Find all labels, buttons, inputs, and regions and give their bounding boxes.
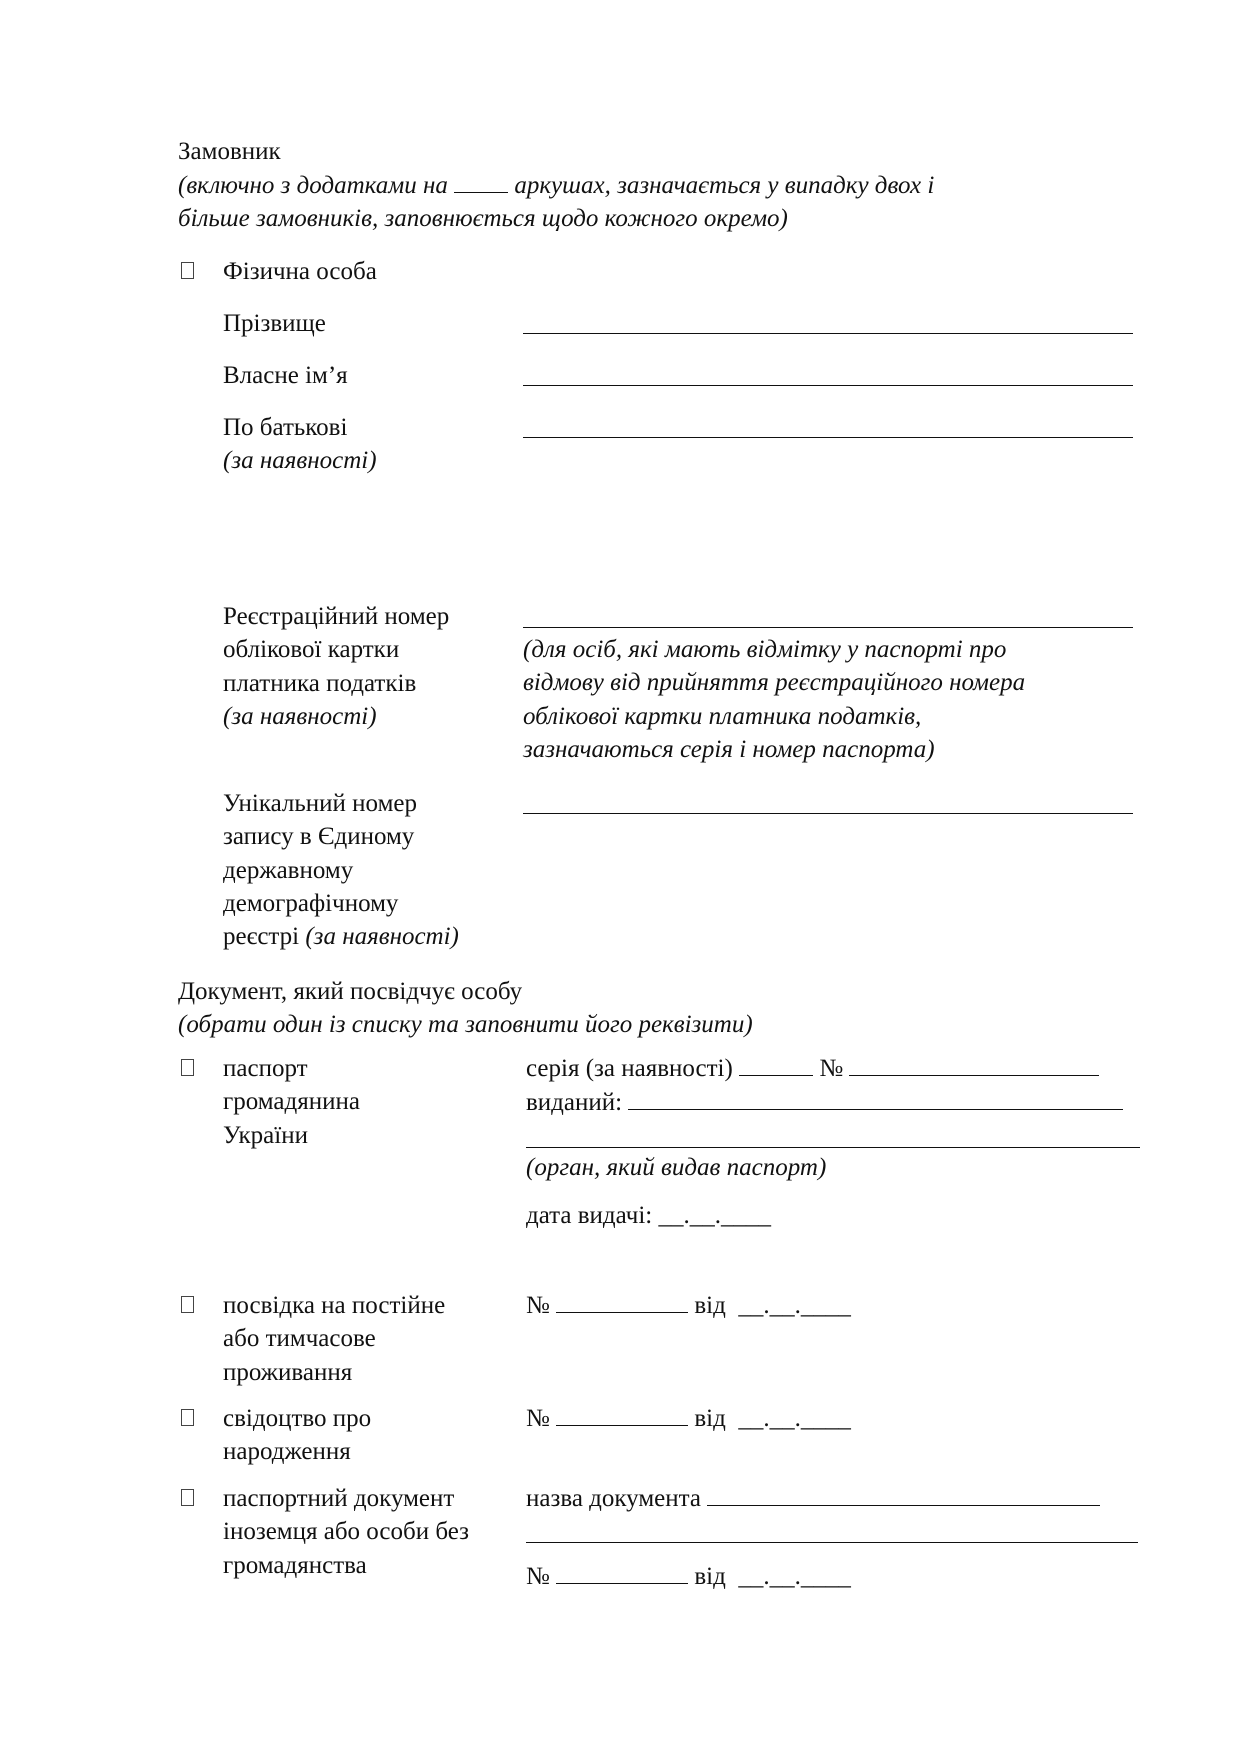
surname-label: Прізвище xyxy=(223,310,326,337)
id-document-heading: Документ, який посвідчує особу xyxy=(178,978,523,1005)
foreign-doc-name-field-2[interactable] xyxy=(526,1542,1138,1543)
passport-checkbox[interactable] xyxy=(181,1059,194,1076)
passport-series-row xyxy=(526,1052,1099,1085)
tax-number-label-line: облікової картки xyxy=(223,636,400,664)
tax-number-label-note: (за наявності) xyxy=(223,702,377,730)
tax-number-hint-line: відмову від прийняття реєстраційного номера xyxy=(523,669,1026,697)
residence-number-field[interactable] xyxy=(556,1292,688,1313)
given-name-field[interactable] xyxy=(523,385,1133,386)
patronymic-label: По батькові xyxy=(223,414,348,441)
birth-certificate-label xyxy=(223,1402,371,1469)
foreign-passport-checkbox[interactable] xyxy=(181,1489,194,1506)
passport-label-line: України xyxy=(223,1121,308,1149)
foreign-label-line: громадянства xyxy=(223,1551,367,1579)
tax-number-hint-line: облікової картки платника податків, xyxy=(523,702,922,730)
tax-number-label xyxy=(223,600,449,733)
registry-number-field[interactable] xyxy=(523,813,1133,814)
residence-number-symbol: № xyxy=(526,1292,550,1319)
residence-permit-label xyxy=(223,1289,445,1389)
residence-permit-checkbox[interactable] xyxy=(181,1296,194,1313)
registry-number-label xyxy=(223,787,459,953)
foreign-doc-name-label: назва документа xyxy=(526,1485,701,1512)
foreign-number-row xyxy=(526,1560,851,1593)
birth-certificate-checkbox[interactable] xyxy=(181,1409,194,1426)
registry-label-line: державному xyxy=(223,856,354,884)
passport-number-field[interactable] xyxy=(849,1055,1099,1076)
birth-label-line: народження xyxy=(223,1438,351,1466)
foreign-doc-name-field[interactable] xyxy=(707,1485,1100,1506)
birth-label-line: свідоцтво про xyxy=(223,1405,372,1432)
foreign-passport-label xyxy=(223,1482,469,1582)
tax-number-label-line: Реєстраційний номер xyxy=(223,603,450,630)
residence-label-line: або тимчасове xyxy=(223,1325,376,1353)
passport-issued-field[interactable] xyxy=(628,1089,1123,1110)
residence-from-label: від xyxy=(694,1292,726,1319)
foreign-label-line: іноземця або особи без xyxy=(223,1518,470,1546)
sheets-count-field[interactable] xyxy=(454,172,508,193)
customer-note-line1 xyxy=(178,169,934,202)
registry-label-last: реєстрі xyxy=(223,923,306,950)
passport-authority-note: (орган, який видав паспорт) xyxy=(526,1154,827,1181)
passport-date-field[interactable]: __.__.____ xyxy=(658,1202,771,1229)
birth-number-field[interactable] xyxy=(556,1405,688,1426)
birth-certificate-row xyxy=(526,1402,851,1435)
customer-note-post: аркушах, зазначається у випадку двох і xyxy=(508,172,935,199)
passport-series-field[interactable] xyxy=(739,1055,813,1076)
birth-date-field[interactable]: __.__.____ xyxy=(738,1405,851,1432)
foreign-date-field[interactable]: __.__.____ xyxy=(738,1563,851,1590)
passport-label-line: паспорт xyxy=(223,1055,308,1082)
individual-label: Фізична особа xyxy=(223,258,377,285)
individual-checkbox[interactable] xyxy=(181,262,194,279)
foreign-doc-name-row xyxy=(526,1482,1100,1515)
customer-heading: Замовник xyxy=(178,138,281,165)
foreign-number-field[interactable] xyxy=(556,1563,688,1584)
passport-number-symbol: № xyxy=(819,1055,844,1082)
foreign-from-label: від xyxy=(694,1563,726,1590)
customer-note-line2: більше замовників, заповнюється щодо кожного окремо) xyxy=(178,205,788,232)
surname-field[interactable] xyxy=(523,333,1133,334)
registry-label-note: (за наявності) xyxy=(305,923,459,950)
id-document-note: (обрати один із списку та заповнити його реквізити) xyxy=(178,1011,753,1038)
birth-number-symbol: № xyxy=(526,1405,550,1432)
customer-note-pre: (включно з додатками на xyxy=(178,172,455,199)
residence-label-line: посвідка на постійне xyxy=(223,1292,446,1319)
passport-issued-row xyxy=(526,1086,1123,1119)
residence-label-line: проживання xyxy=(223,1358,353,1386)
passport-label-line: громадянина xyxy=(223,1088,360,1116)
tax-number-hint-line: (для осіб, які мають відмітку у паспорті про xyxy=(523,636,1007,663)
given-name-label: Власне ім’я xyxy=(223,362,348,389)
passport-issued-label: виданий: xyxy=(526,1089,623,1116)
registry-label-line: запису в Єдиному xyxy=(223,823,415,851)
foreign-label-line: паспортний документ xyxy=(223,1485,455,1512)
registry-label-line: Унікальний номер xyxy=(223,790,417,817)
registry-label-line-last xyxy=(223,920,459,953)
tax-number-field[interactable] xyxy=(523,627,1133,628)
tax-number-label-line: платника податків xyxy=(223,669,417,697)
passport-date-label: дата видачі: xyxy=(526,1202,653,1229)
passport-series-label: серія (за наявності) xyxy=(526,1055,733,1082)
passport-authority-field[interactable] xyxy=(526,1147,1140,1148)
residence-date-field[interactable]: __.__.____ xyxy=(738,1292,851,1319)
registry-label-line: демографічному xyxy=(223,889,399,917)
tax-number-hint xyxy=(523,633,1025,766)
patronymic-field[interactable] xyxy=(523,437,1133,438)
passport-label xyxy=(223,1052,360,1152)
passport-date-row xyxy=(526,1199,771,1232)
tax-number-hint-line: зазначаються серія і номер паспорта) xyxy=(523,735,935,763)
foreign-number-symbol: № xyxy=(526,1563,550,1590)
residence-permit-row xyxy=(526,1289,851,1322)
patronymic-note: (за наявності) xyxy=(223,447,377,474)
birth-from-label: від xyxy=(694,1405,726,1432)
